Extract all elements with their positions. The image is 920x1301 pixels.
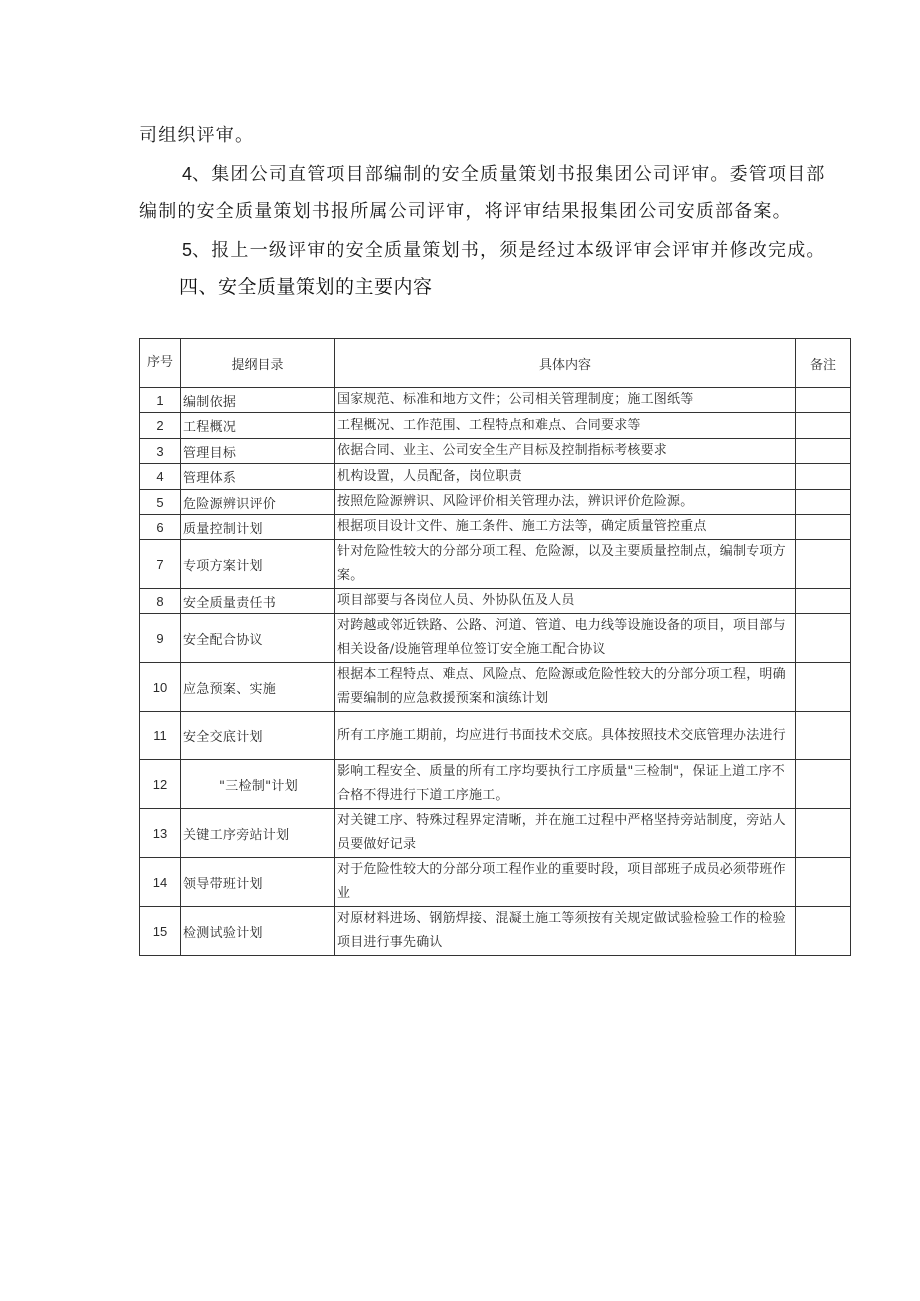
- cell-outline: 专项方案计划: [181, 540, 335, 589]
- cell-outline: 质量控制计划: [181, 515, 335, 540]
- list-number: 4: [182, 164, 193, 184]
- cell-content: 影响工程安全、质量的所有工序均要执行工序质量"三检制"，保证上道工序不合格不得进行下道工序施工。: [335, 760, 796, 809]
- table-row: [140, 858, 851, 907]
- table-row: [140, 490, 851, 515]
- cell-content: 根据项目设计文件、施工条件、施工方法等，确定质量管控重点: [335, 515, 796, 540]
- cell-outline: "三检制"计划: [181, 760, 335, 809]
- cell-outline: 应急预案、实施: [181, 663, 335, 712]
- table-row: [140, 663, 851, 712]
- cell-remark: [796, 413, 851, 439]
- paragraph-text: 编制的安全质量策划书报所属公司评审，将评审结果报集团公司安质部备案。: [139, 201, 792, 222]
- paragraph-line: [139, 126, 254, 146]
- table-row: [140, 439, 851, 464]
- cell-index: 13: [140, 809, 181, 858]
- cell-index: 15: [140, 907, 181, 956]
- cell-remark: [796, 663, 851, 712]
- paragraph-text: 、报上一级评审的安全质量策划书，须是经过本级评审会评审并修改完成。: [192, 240, 826, 261]
- cell-remark: [796, 907, 851, 956]
- cell-content: 工程概况、工作范围、工程特点和难点、合同要求等: [335, 413, 796, 439]
- cell-index: 6: [140, 515, 181, 540]
- table-row: [140, 760, 851, 809]
- header-outline: 提纲目录: [181, 339, 335, 388]
- cell-index: 1: [140, 388, 181, 413]
- cell-index: 8: [140, 589, 181, 614]
- table-row: [140, 589, 851, 614]
- cell-index: 12: [140, 760, 181, 809]
- cell-outline: 管理目标: [181, 439, 335, 464]
- paragraph-text: 司组织评审。: [139, 125, 255, 146]
- cell-content: 对原材料进场、钢筋焊接、混凝土施工等须按有关规定做试验检验工作的检验项目进行事先确认: [335, 907, 796, 956]
- cell-index: 3: [140, 439, 181, 464]
- table-row: [140, 712, 851, 760]
- cell-remark: [796, 515, 851, 540]
- cell-remark: [796, 439, 851, 464]
- cell-content: 机构设置，人员配备，岗位职责: [335, 464, 796, 490]
- table-row: [140, 388, 851, 413]
- cell-index: 2: [140, 413, 181, 439]
- cell-content: 依据合同、业主、公司安全生产目标及控制指标考核要求: [335, 439, 796, 464]
- table-row: [140, 540, 851, 589]
- section-heading: 四、安全质量策划的主要内容: [179, 276, 433, 298]
- table-row: [140, 614, 851, 663]
- cell-index: 5: [140, 490, 181, 515]
- cell-outline: 领导带班计划: [181, 858, 335, 907]
- table-row: [140, 515, 851, 540]
- cell-outline: 安全质量责任书: [181, 589, 335, 614]
- cell-index: 9: [140, 614, 181, 663]
- paragraph-line: [139, 202, 792, 222]
- cell-outline: 安全配合协议: [181, 614, 335, 663]
- header-remark: 备注: [796, 339, 851, 388]
- paragraph-line: [182, 240, 826, 261]
- cell-content: 所有工序施工期前，均应进行书面技术交底。具体按照技术交底管理办法进行: [335, 712, 796, 760]
- cell-index: 7: [140, 540, 181, 589]
- cell-outline: 关键工序旁站计划: [181, 809, 335, 858]
- cell-content: 项目部要与各岗位人员、外协队伍及人员: [335, 589, 796, 614]
- cell-outline: 编制依据: [181, 388, 335, 413]
- cell-remark: [796, 388, 851, 413]
- header-index: 序号: [140, 339, 181, 388]
- cell-index: 11: [140, 712, 181, 760]
- cell-outline: 危险源辨识评价: [181, 490, 335, 515]
- cell-remark: [796, 809, 851, 858]
- cell-content: 针对危险性较大的分部分项工程、危险源，以及主要质量控制点，编制专项方案。: [335, 540, 796, 589]
- cell-remark: [796, 760, 851, 809]
- cell-content: 对跨越或邻近铁路、公路、河道、管道、电力线等设施设备的项目，项目部与相关设备/设施管理单位签订安全施工配合协议: [335, 614, 796, 663]
- cell-remark: [796, 589, 851, 614]
- plan-table: [139, 338, 851, 956]
- cell-outline: 管理体系: [181, 464, 335, 490]
- cell-remark: [796, 464, 851, 490]
- cell-remark: [796, 490, 851, 515]
- cell-remark: [796, 858, 851, 907]
- list-number: 5: [182, 240, 193, 260]
- cell-content: 国家规范、标准和地方文件；公司相关管理制度；施工图纸等: [335, 388, 796, 413]
- table-row: [140, 464, 851, 490]
- cell-outline: 安全交底计划: [181, 712, 335, 760]
- paragraph-line: [182, 164, 826, 185]
- cell-remark: [796, 712, 851, 760]
- header-content: 具体内容: [335, 339, 796, 388]
- cell-outline: 工程概况: [181, 413, 335, 439]
- cell-index: 14: [140, 858, 181, 907]
- table-header-row: [140, 339, 851, 388]
- cell-content: 对关键工序、特殊过程界定清晰，并在施工过程中严格坚持旁站制度，旁站人员要做好记录: [335, 809, 796, 858]
- cell-remark: [796, 540, 851, 589]
- cell-content: 对于危险性较大的分部分项工程作业的重要时段，项目部班子成员必须带班作业: [335, 858, 796, 907]
- cell-index: 10: [140, 663, 181, 712]
- table-row: [140, 907, 851, 956]
- cell-outline: 检测试验计划: [181, 907, 335, 956]
- paragraph-text: 、集团公司直管项目部编制的安全质量策划书报集团公司评审。委管项目部: [192, 164, 826, 185]
- cell-index: 4: [140, 464, 181, 490]
- cell-content: 按照危险源辨识、风险评价相关管理办法，辨识评价危险源。: [335, 490, 796, 515]
- cell-remark: [796, 614, 851, 663]
- table-row: [140, 413, 851, 439]
- table-row: [140, 809, 851, 858]
- cell-content: 根据本工程特点、难点、风险点、危险源或危险性较大的分部分项工程，明确需要编制的应急救援预案和演练计划: [335, 663, 796, 712]
